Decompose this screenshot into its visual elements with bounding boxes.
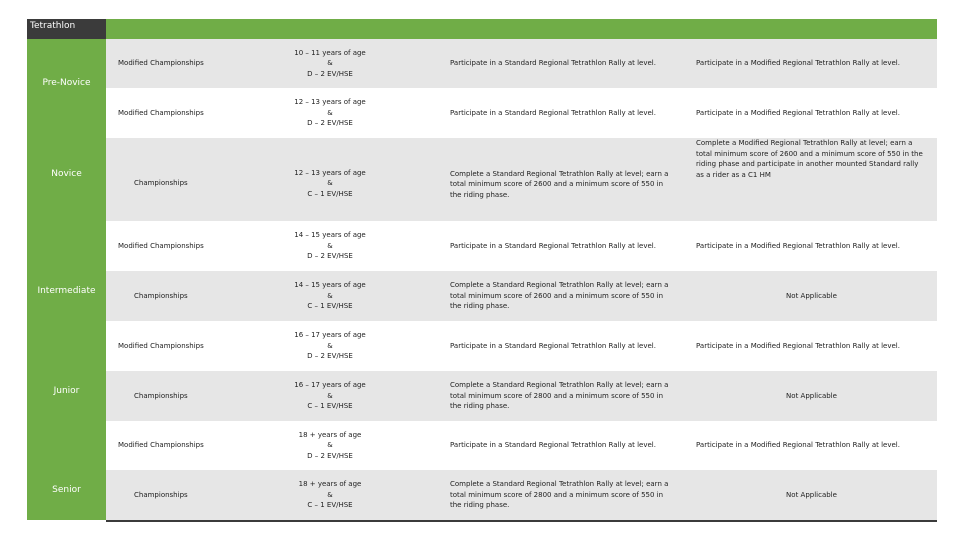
table-row [106, 421, 937, 470]
age-eligibility [206, 380, 436, 412]
rating-level: C – 1 EV/HSE [307, 501, 353, 510]
tetrathlon-table [27, 19, 937, 521]
competition-type: Championships [134, 291, 188, 300]
proposed-requirement: Participate in a Modified Regional Tetrathlon Rally at level. [696, 241, 900, 250]
age-range: 16 – 17 years of age [294, 331, 366, 340]
competition-type: Modified Championships [118, 341, 204, 350]
proposed-requirement: Participate in a Modified Regional Tetrathlon Rally at level. [696, 59, 900, 68]
level-column [27, 39, 106, 520]
proposed-requirement: Not Applicable [786, 490, 837, 499]
age-eligibility [206, 230, 436, 262]
proposed-requirement: Complete a Modified Regional Tetrathlon Rally at level; earn a total minimum score of 2600 and a minimum score of 550 in the riding phase and participate in another mounted Standard rally as a rider as a C1 HM [696, 139, 923, 179]
proposed-requirement: Not Applicable [786, 391, 837, 400]
current-requirement: Participate in a Standard Regional Tetrathlon Rally at level. [450, 59, 656, 68]
table-body [106, 39, 937, 522]
table-row [106, 470, 937, 520]
rating-level: D – 2 EV/HSE [307, 352, 353, 361]
title-bar-fill [106, 19, 937, 39]
competition-type: Modified Championships [118, 441, 204, 450]
age-range: 12 – 13 years of age [294, 168, 366, 177]
age-connector: & [327, 108, 333, 117]
age-eligibility [206, 160, 436, 200]
rating-level: D – 2 EV/HSE [307, 69, 353, 78]
age-connector: & [327, 241, 333, 250]
competition-type: Championships [134, 179, 188, 188]
competition-type: Modified Championships [118, 241, 204, 250]
rating-level: D – 2 EV/HSE [307, 119, 353, 128]
age-connector: & [327, 391, 333, 400]
proposed-requirement: Not Applicable [786, 291, 837, 300]
current-requirement: Participate in a Standard Regional Tetrathlon Rally at level. [450, 108, 656, 117]
age-connector: & [327, 179, 333, 188]
current-requirement: Participate in a Standard Regional Tetrathlon Rally at level. [450, 341, 656, 350]
level-junior: Junior [53, 386, 80, 396]
current-requirement: Complete a Standard Regional Tetrathlon Rally at level; earn a total minimum score of 2800 and a minimum score of 550 in the riding phase. [450, 381, 669, 411]
level-novice: Novice [51, 169, 82, 179]
age-eligibility [206, 280, 436, 312]
current-requirement: Complete a Standard Regional Tetrathlon Rally at level; earn a total minimum score of 2800 and a minimum score of 550 in the riding phase. [450, 480, 669, 510]
rating-level: D – 2 EV/HSE [307, 252, 353, 261]
table-row [106, 221, 937, 271]
age-eligibility [206, 97, 436, 129]
competition-type: Championships [134, 391, 188, 400]
age-eligibility [206, 48, 436, 80]
competition-type: Modified Championships [118, 59, 204, 68]
proposed-requirement: Participate in a Modified Regional Tetrathlon Rally at level. [696, 341, 900, 350]
rating-level: C – 1 EV/HSE [307, 302, 353, 311]
level-pre-novice: Pre-Novice [42, 78, 91, 88]
age-connector: & [327, 341, 333, 350]
age-connector: & [327, 490, 333, 499]
competition-type: Modified Championships [118, 108, 204, 117]
table-row [106, 371, 937, 421]
rating-level: C – 1 EV/HSE [307, 189, 353, 198]
current-requirement: Participate in a Standard Regional Tetrathlon Rally at level. [450, 241, 656, 250]
table-row [106, 321, 937, 371]
table-row [106, 138, 937, 221]
table-row [106, 271, 937, 321]
age-connector: & [327, 59, 333, 68]
rating-level: D – 2 EV/HSE [307, 451, 353, 460]
age-connector: & [327, 441, 333, 450]
current-requirement: Complete a Standard Regional Tetrathlon Rally at level; earn a total minimum score of 2600 and a minimum score of 550 in the riding phase. [450, 169, 669, 199]
age-range: 18 + years of age [298, 430, 362, 439]
table-row [106, 39, 937, 88]
age-connector: & [327, 291, 333, 300]
table-row [106, 88, 937, 138]
age-range: 14 – 15 years of age [294, 281, 366, 290]
title-bar [27, 19, 937, 39]
proposed-requirement: Participate in a Modified Regional Tetrathlon Rally at level. [696, 108, 900, 117]
current-requirement: Complete a Standard Regional Tetrathlon Rally at level; earn a total minimum score of 2600 and a minimum score of 550 in the riding phase. [450, 281, 669, 311]
proposed-requirement: Participate in a Modified Regional Tetrathlon Rally at level. [696, 441, 900, 450]
age-range: 14 – 15 years of age [294, 231, 366, 240]
current-requirement: Participate in a Standard Regional Tetrathlon Rally at level. [450, 441, 656, 450]
level-senior: Senior [52, 485, 81, 495]
age-range: 18 + years of age [298, 480, 362, 489]
competition-type: Championships [134, 490, 188, 499]
age-range: 10 – 11 years of age [294, 48, 366, 57]
rating-level: C – 1 EV/HSE [307, 402, 353, 411]
level-intermediate: Intermediate [37, 286, 96, 296]
age-eligibility [206, 430, 436, 462]
age-eligibility [206, 330, 436, 362]
age-range: 12 – 13 years of age [294, 98, 366, 107]
age-eligibility [206, 479, 436, 511]
table-title: Tetrathlon [27, 19, 106, 39]
age-range: 16 – 17 years of age [294, 381, 366, 390]
